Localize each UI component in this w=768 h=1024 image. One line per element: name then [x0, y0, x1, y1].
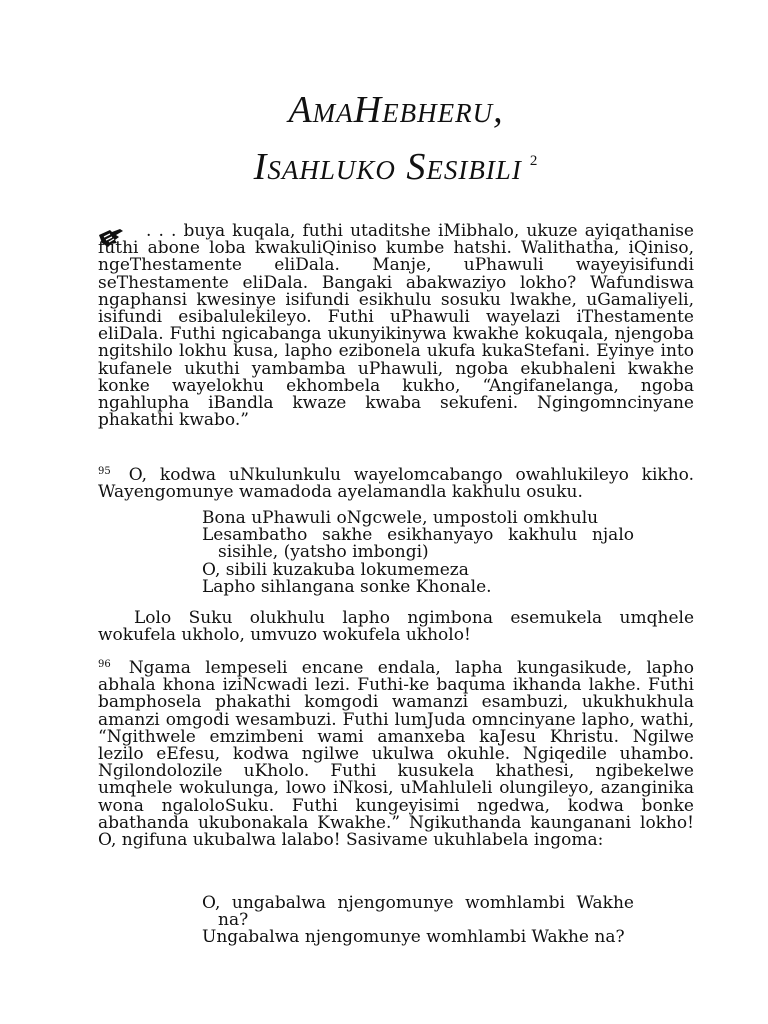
verse-block-1 [202, 510, 634, 596]
page-title-line-1: AMAHEBHERU, [288, 89, 504, 131]
paragraph-number: 96 [98, 659, 111, 670]
paragraph-95: $^{95}$ O, kodwa uNkulunkulu wayelomcabango owahlukileyo kikho. Wayengomunye wamadoda ayelamandla kakhulu osuku. [98, 465, 694, 503]
page-title-line-2: ISAHLUKO SESIBILI $^2$ [253, 146, 539, 188]
verse-block-2 [202, 895, 634, 947]
verse-line: Lesambatho sakhe esikhanyayo kakhulu njalo sisihle, (yatsho imbongi) [202, 525, 634, 563]
verse-line: Lapho sihlangana sonke Khonale. [202, 576, 492, 597]
paragraph-96: $^{96}$ Ngama lempeseli encane endala, lapha kungasikude, lapho abhala khona iziNcwadi lezi. Futhi-ke baquma ikhanda lakhe. Futhi bamphosela phakathi komgodi wamanzi esambuzi, ukukhukhula amanzi omgodi wesambuzi. Futhi lumJuda omncinyane lapho, wathi, “Ngithwele emzimbeni wami amanxeba kaJesu Khristu. Ngilwe lezilo eEfesu, kodwa ngilwe ukulwa okuhle. Ngiqedile uhambo. Ngilondolozile uKholo. Futhi kusukela khathesi, ngibekelwe umqhele wokulunga, lowo iNkosi, uMahluleli olungileyo, azanginika wona ngaloloSuku. Futhi kungeyisimi ngedwa, kodwa bonke abathanda ukubonakala Kwakhe.” Ngikuthanda kaunganani lokho! O, ngifuna ukubalwa lalabo! Sasivame ukuhlabela ingoma: [98, 658, 694, 851]
paragraph-number: 95 [98, 466, 111, 477]
paragraph-continued: Lolo Suku olukhulu lapho ngimbona esemukela umqhele wokufela ukholo, umvuzo wokufela ukholo! [98, 608, 694, 646]
verse-line: Ungabalwa njengomunye womhlambi Wakhe na? [202, 927, 625, 948]
title-footnote-marker: 2 [529, 153, 539, 169]
verse-line: O, sibili kuzakuba lokumemeza [202, 559, 469, 580]
verse-line: Bona uPhawuli oNgcwele, umpostoli omkhulu [202, 508, 599, 528]
verse-line: O, ungabalwa njengomunye womhlambi Wakhe na? [202, 893, 634, 931]
paragraph-94: . . . buya kuqala, futhi utaditshe iMibhalo, ukuze ayiqathanise futhi abone loba kwakuliQiniso kumbe hatshi. Walithatha, iQiniso, ngeThestamente eliDala. Manje, uPhawuli wayeyisifundi seThestamente eliDala. Bangaki abakwaziyo lokho? Wafundiswa ngaphansi kwesinye isifundi esikhulu sosuku lwakhe, uGamaliyeli, isifundi esibalulekileyo. Futhi uPhawuli wayelazi iThestamente eliDala. Futhi ngicabanga ukunyikinywa kwakhe kokuqala, njengoba ngitshilo lokhu kusa, lapho ezibonela ukufa kukaStefani. Eyinye into kufanele ukuthi yambamba uPhawuli, ngoba ekubhaleni kwakhe konke wayelokhu ekhombela kukho, “Angifanelanga, ngoba ngahlupha iBandla kwaze kwaba sekufeni. Ngingomncinyane phakathi kwabo.” [98, 221, 694, 431]
